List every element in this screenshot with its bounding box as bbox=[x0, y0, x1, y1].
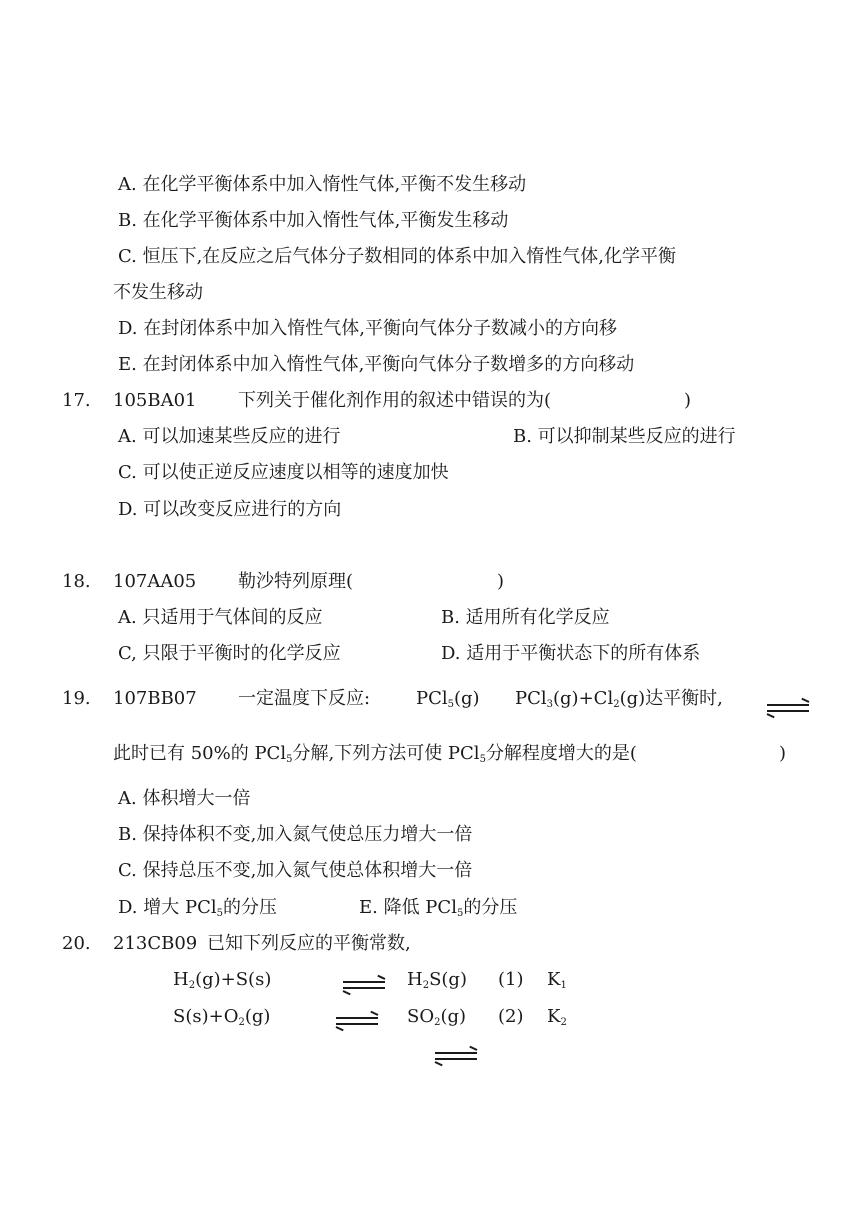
q18-option-c: C, 只限于平衡时的化学反应 bbox=[118, 643, 341, 664]
q17-option-b: B. 可以抑制某些反应的进行 bbox=[513, 426, 736, 447]
equilibrium-arrow-icon bbox=[767, 702, 809, 714]
q19-option-a: A. 体积增大一倍 bbox=[118, 788, 251, 809]
q19-option-b: B. 保持体积不变,加入氮气使总压力增大一倍 bbox=[118, 824, 473, 845]
question-number: 17. bbox=[62, 390, 91, 411]
equilibrium-arrow-icon bbox=[336, 1015, 378, 1027]
q19-option-e: E. 降低 PCl$_5$的分压 bbox=[359, 897, 518, 919]
question-code: 107AA05 bbox=[113, 571, 197, 592]
q16-option-d: D. 在封闭体系中加入惰性气体,平衡向气体分子数减小的方向移 bbox=[118, 318, 617, 339]
answer-blank-close: ) bbox=[497, 571, 505, 592]
question-stem: 一定温度下反应: bbox=[238, 688, 371, 709]
question-stem: 勒沙特列原理( bbox=[238, 571, 354, 592]
q17-option-a: A. 可以加速某些反应的进行 bbox=[118, 426, 341, 447]
q16-option-b: B. 在化学平衡体系中加入惰性气体,平衡发生移动 bbox=[118, 210, 509, 231]
question-stem: 下列关于催化剂作用的叙述中错误的为( bbox=[238, 390, 552, 411]
reaction-1-right: $H_2S(g)$ bbox=[407, 969, 467, 991]
reaction-reactant: PCl$_5$(g) bbox=[416, 688, 480, 710]
q18-option-b: B. 适用所有化学反应 bbox=[441, 607, 610, 628]
q16-option-e: E. 在封闭体系中加入惰性气体,平衡向气体分子数增多的方向移动 bbox=[118, 354, 635, 375]
q16-option-c-continued: 不发生移动 bbox=[113, 282, 203, 303]
reaction-1-left: $H_2(g)+S(s)$ bbox=[173, 969, 272, 991]
reaction-2-right: $SO_2(g)$ bbox=[407, 1006, 467, 1028]
q16-option-a: A. 在化学平衡体系中加入惰性气体,平衡不发生移动 bbox=[118, 174, 527, 195]
reaction-1-index: (1) bbox=[498, 969, 524, 990]
q17-option-d: D. 可以改变反应进行的方向 bbox=[118, 499, 342, 520]
equilibrium-arrow-icon bbox=[343, 979, 385, 991]
q18-option-a: A. 只适用于气体间的反应 bbox=[118, 607, 323, 628]
answer-blank-close: ) bbox=[684, 390, 692, 411]
equilibrium-arrow-icon bbox=[435, 1050, 477, 1062]
reaction-2-constant: $K_2$ bbox=[547, 1006, 567, 1028]
question-number: 20. bbox=[62, 933, 91, 954]
question-stem: 已知下列反应的平衡常数, bbox=[207, 933, 411, 954]
q17-option-c: C. 可以使正逆反应速度以相等的速度加快 bbox=[118, 462, 449, 483]
reaction-products: $PCl_3(g)+Cl_2(g)$达平衡时, bbox=[515, 688, 723, 710]
q19-option-c: C. 保持总压不变,加入氮气使总体积增大一倍 bbox=[118, 860, 473, 881]
q16-option-c: C. 恒压下,在反应之后气体分子数相同的体系中加入惰性气体,化学平衡 bbox=[118, 246, 677, 267]
question-code: 107BB07 bbox=[113, 688, 197, 709]
question-number: 18. bbox=[62, 571, 91, 592]
question-code: 213CB09 bbox=[113, 933, 198, 954]
answer-blank-close: ) bbox=[779, 743, 787, 764]
reaction-2-index: (2) bbox=[498, 1006, 524, 1027]
q19-stem-line-2: 此时已有 50%的 PCl$_5$分解,下列方法可使 PCl$_5$分解程度增大的是( bbox=[113, 743, 637, 765]
q19-option-d: D. 增大 PCl$_5$的分压 bbox=[118, 897, 277, 919]
q18-option-d: D. 适用于平衡状态下的所有体系 bbox=[441, 643, 701, 664]
question-number: 19. bbox=[62, 688, 91, 709]
reaction-2-left: $S(s)+O_2(g)$ bbox=[173, 1006, 271, 1028]
question-code: 105BA01 bbox=[113, 390, 197, 411]
reaction-1-constant: $K_1$ bbox=[547, 969, 567, 991]
